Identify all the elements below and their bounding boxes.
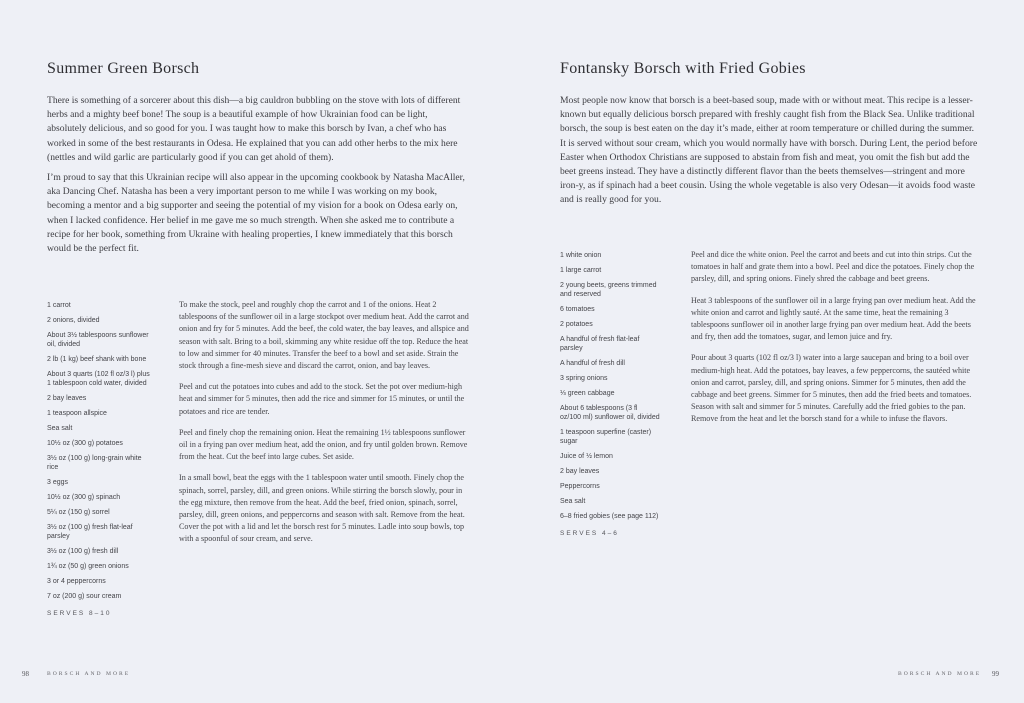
serves-note: SERVES 4–6 [560,530,619,537]
ingredient-item: 1¾ oz (50 g) green onions [47,563,129,570]
ingredient-item: About 6 tablespoons (3 fl oz/100 ml) sunflower oil, divided [560,405,660,421]
ingredient-item: A handful of fresh dill [560,360,625,367]
recipe-method [691,249,979,435]
intro-paragraph: I’m proud to say that this Ukrainian recipe will also appear in the upcoming cookbook by Natasha MacAller, aka Dancing Chef. Natasha has been a very important person to me while I was working on my book, becoming a mentor and a big supporter and seeing the potential of my vision for a book on Odesa early on, when I lacked confidence. Her belief in me gave me so much strength. When she asked me to contribute a recipe for her book, something from Ukraine with healing properties, I knew immediately that this borsch would be the perfect fit. [47,172,465,255]
ingredient-item: 2 bay leaves [47,395,87,402]
ingredient-item: A handful of fresh flat-leaf parsley [560,336,640,352]
recipe-intro [47,94,467,262]
ingredient-item: 10½ oz (300 g) potatoes [47,440,123,447]
recipe-method [179,299,469,555]
page-number: 99 [992,670,999,678]
running-head: BORSCH AND MORE [898,671,982,677]
ingredient-item: 6 tomatoes [560,306,595,313]
ingredient-item: 7 oz (200 g) sour cream [47,593,122,600]
ingredient-item: 1 large carrot [560,267,602,274]
ingredient-item: Peppercorns [560,483,600,490]
ingredient-list [47,301,151,618]
ingredient-item: 3½ oz (100 g) fresh dill [47,548,119,555]
ingredient-item: 3½ oz (100 g) fresh flat-leaf parsley [47,524,133,540]
ingredient-item: 10½ oz (300 g) spinach [47,494,121,501]
ingredient-item: 3½ oz (100 g) long-grain white rice [47,455,142,471]
method-step: Peel and finely chop the remaining onion. Heat the remaining 1½ tablespoons sunflower oil in a frying pan over medium heat, add the onion, and fry until golden brown. Remove from the heat. Cut the beef into large cubes. Set aside. [179,427,468,462]
recipe-title: Summer Green Borsch [47,60,200,77]
method-step: In a small bowl, beat the eggs with the 1 tablespoon water until smooth. Finely chop the spinach, sorrel, parsley, dill, and green onions. While stirring the borsch slowly, pour in the egg mixture, then remove from the heat. Add the beef, fried onion, spinach, sorrel, parsley, dill, green onions, and peppercorns and season with salt. Remove from the heat. Cover the pot with a lid and let the borsch rest for 5 minutes. Ladle into soup bowls, top with a spoonful of sour cream, and serve. [179,473,465,544]
ingredient-item: 5¼ oz (150 g) sorrel [47,509,110,516]
serves-note: SERVES 8–10 [47,610,112,617]
ingredient-item: 2 lb (1 kg) beef shank with bone [47,356,147,363]
ingredient-item: 3 spring onions [560,375,608,382]
ingredient-item: About 3 quarts (102 fl oz/3 l) plus 1 tablespoon cold water, divided [47,371,150,387]
method-step: Pour about 3 quarts (102 fl oz/3 l) water into a large saucepan and bring to a boil over medium-high heat. Add the potatoes, bay leaves, a few peppercorns, the sautéed white onion and carrot, parsley, dill, and spring onions. Simmer for 5 minutes, then add the cabbage and beet greens. Simmer for 5 minutes, then add the fried beets and tomatoes. Season with salt and simmer for 5 minutes. Carefully add the fried gobies to the pan. Remove from the heat and let the borsch stand for a while to infuse the flavors. [691,353,972,424]
running-head: BORSCH AND MORE [47,671,131,677]
ingredient-item: 1 white onion [560,252,602,259]
intro-paragraph: Most people now know that borsch is a beet-based soup, made with or without meat. This recipe is a lesser-known but equally delicious borsch prepared with freshly caught fish from the Black Sea. Unlike traditional borsch, the soup is best eaten on the day it’s made, either at room temperature or chilled during the summer. It is served without sour cream, which you would normally have with borsch. During Lent, the period before Easter when Orthodox Christians are supposed to abstain from fish and meat, you omit the fish but add the beet greens instead. They have a distinctly different flavor than the beets themselves—stringent and more iron-y, as if spinach had a beet cousin. Using the whole vegetable is also very Odesan—it avoids food waste and is really good for you. [560,95,978,206]
ingredient-item: 2 bay leaves [560,468,600,475]
recipe-intro [560,94,978,214]
intro-paragraph: There is something of a sorcerer about this dish—a big cauldron bubbling on the stove with lots of different herbs and a mighty beef bone! The soup is a beautiful example of how Ukrainian food can be light, absolutely delicious, and so good for you. I was taught how to make this borsch by Ivan, a chef who has worked in some of the best restaurants in Odesa. He explained that you can add other herbs to the mix here (nettles and wild garlic are particularly good if you can get ahold of them). [47,95,461,163]
ingredient-item: About 3½ tablespoons sunflower oil, divided [47,332,149,348]
ingredient-list [560,251,660,538]
ingredient-item: 3 or 4 peppercorns [47,578,106,585]
ingredient-item: 2 onions, divided [47,317,100,324]
ingredient-item: 1 carrot [47,302,71,309]
ingredient-item: Juice of ½ lemon [560,453,613,460]
right-page [512,0,1024,703]
ingredient-item: 3 eggs [47,479,69,486]
ingredient-item: 6–8 fried gobies (see page 112) [560,513,659,520]
ingredient-item: Sea salt [47,425,73,432]
ingredient-item: 2 young beets, greens trimmed and reserved [560,282,657,298]
ingredient-item: Sea salt [560,498,586,505]
method-step: Peel and cut the potatoes into cubes and add to the stock. Set the pot over medium-high heat and simmer for 5 minutes, then add the rice and simmer for 15 minutes, or until the potatoes and rice are tender. [179,382,465,416]
ingredient-item: 1 teaspoon superfine (caster) sugar [560,429,652,445]
method-step: Heat 3 tablespoons of the sunflower oil in a large frying pan over medium heat. Add the white onion and carrot and lightly sauté. At the same time, heat the remaining 3 tablespoons sunflower oil in another large frying pan over medium heat. Add the beets and fry, then add the tomatoes, sugar, and lemon juice and fry. [691,295,976,342]
ingredient-item: 2 potatoes [560,321,593,328]
ingredient-item: 1 teaspoon allspice [47,410,107,417]
method-step: To make the stock, peel and roughly chop the carrot and 1 of the onions. Heat 2 tablespoons of the sunflower oil in a large stockpot over medium heat. Add the carrot and onion and fry for 5 minutes. Add the beef, the cold water, the bay leaves, and allspice and season with salt. Bring to a boil, skimming any white residue off the top. Reduce the heat to low and simmer for 40 minutes. Transfer the beef to a bowl and set aside. Strain the stock through a fine-mesh sieve and discard the carrot, onion, and bay leaves. [179,300,469,371]
ingredient-item: ⅓ green cabbage [560,390,615,397]
recipe-title: Fontansky Borsch with Fried Gobies [560,60,806,77]
method-step: Peel and dice the white onion. Peel the carrot and beets and cut into thin strips. Cut the tomatoes in half and grate them into a bowl. Peel and dice the potatoes. Finely chop the parsley, dill, and spring onions. Finely shred the cabbage and beet greens. [691,250,975,284]
page-number: 98 [22,670,29,678]
